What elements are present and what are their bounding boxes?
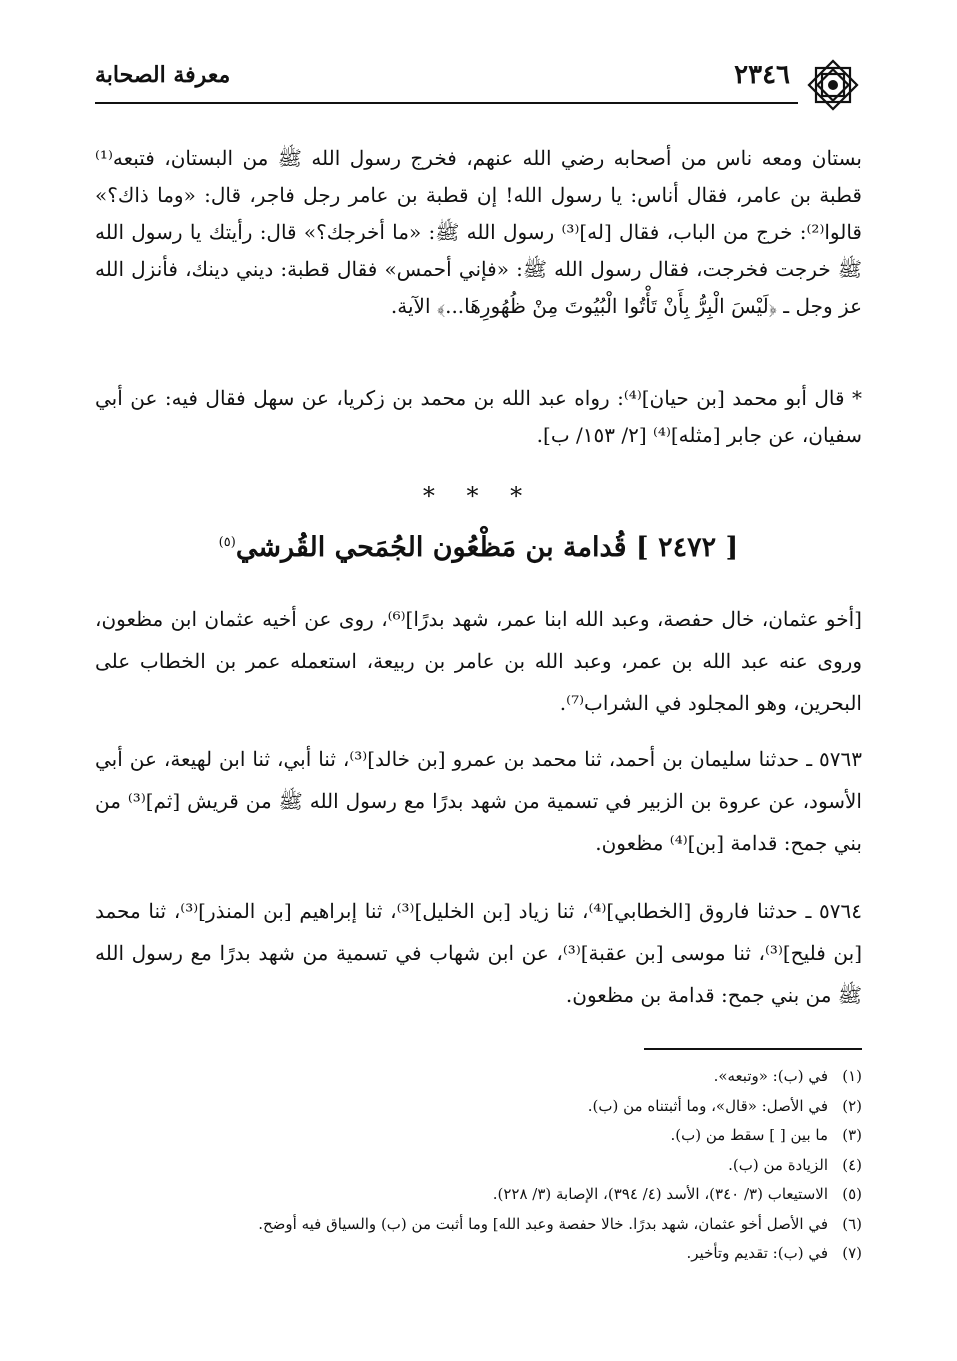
paragraph-hadith-5763 [95,738,862,864]
footnote-item [95,1151,862,1181]
footnote-item [95,1210,862,1240]
footnote-number: (٧) [842,1244,862,1262]
entry-heading-text: [ ٢٤٧٢ ] قُدامة بن مَظْعُون الجُمَحي القُرشي [235,532,739,563]
entry-footnote-mark: (٥) [218,535,236,550]
paragraph-abu-muhammad-note [95,380,862,454]
footnote-item [95,1180,862,1210]
paragraph-text: [أخو عثمان، خال حفصة، وعبد الله ابنا عمر، شهد بدرًا]⁽⁶⁾، روى عن أخيه عثمان ابن مظعون، وروى عنه عبد الله بن عمر، وعبد الله بن عامر بن ربيعة، استعمله عمر بن الخطاب على البحرين، وهو المجلود في الشراب⁽⁷⁾. [95,607,862,715]
paragraph-hadith-5764 [95,890,862,1016]
paragraph-text: ٥٧٦٣ ـ حدثنا سليمان بن أحمد، ثنا محمد بن عمرو [بن خالد]⁽³⁾، ثنا أبي، ثنا ابن لهيعة، عن أبي الأسود، عن عروة بن الزبير في تسمية من شهد بدرًا مع رسول الله ﷺ من قريش [ثم]⁽³⁾ من بني جمح: قدامة [بن]⁽⁴⁾ مظعون. [95,747,862,855]
footnote-number: (١) [842,1067,862,1085]
header-rule [95,102,798,104]
running-title: معرفة الصحابة [95,62,231,88]
paragraph-text: بستان ومعه ناس من أصحابه رضي الله عنهم، فخرج رسول الله ﷺ من البستان، فتبعه⁽¹⁾ قطبة بن عامر، فقال أناس: يا رسول الله! إن قطبة بن عامر رجل فاجر، قال: «وما ذاك؟» قالوا⁽²⁾: خرج من الباب، فقال [له]⁽³⁾ رسول الله ﷺ: «ما أخرجك؟» قال: رأيتك يا رسول الله ﷺ خرجت فخرجت، فقال رسول الله ﷺ: «فإني أحمس» فقال قطبة: ديني دينك، فأنزل الله عز وجل ـ ﴿لَيْسَ الْبِرُّ بِأَنْ تَأْتُوا الْبُيُوتَ مِنْ ظُهُورِهَا...﴾ الآية. [95,146,862,318]
footnote-number: (٦) [842,1214,862,1233]
paragraph-text: * قال أبو محمد [بن حيان]⁽⁴⁾: رواه عبد الله بن محمد بن زكريا، عن سهل فقال فيه: عن أبي سفيان، عن جابر [مثله]⁽⁴⁾ [٢/ ١٥٣/ ب]. [95,386,863,447]
paragraph-entry-biography [95,598,862,724]
paragraph-hadith-continuation [95,140,862,325]
footnote-text: في الأصل: «قال»، وما أثبتناه من (ب). [587,1096,828,1115]
page-header [95,56,862,116]
footnote-number: (٥) [842,1185,862,1203]
footnote-text: في الأصل أخو عثمان، شهد بدرًا. خالا حفصة وعبد الله] وما أثبت من (ب) والسياق فيه أوضح. [258,1214,828,1233]
footnote-text: في (ب): تقديم وتأخير. [686,1244,828,1262]
section-separator: * * * [422,482,535,510]
footnote-item [95,1121,862,1151]
page-number: ٢٣٤٦ [734,60,790,90]
footnotes-list [95,1062,862,1269]
footnote-item [95,1239,862,1269]
entry-heading [95,532,862,563]
footnote-number: (٢) [842,1096,862,1115]
footnote-text: ما بين [ ] سقط من (ب). [670,1126,828,1144]
footnote-text: الاستيعاب (٣/ ٣٤٠)، الأسد (٤/ ٣٩٤)، الإصابة (٣/ ٢٢٨). [492,1185,828,1203]
footnote-rule [644,1048,862,1050]
footnote-text: في (ب): «وتبعه». [713,1067,828,1085]
footnote-number: (٤) [842,1155,862,1174]
footnote-number: (٣) [842,1126,862,1144]
octagram-ornament-icon [804,56,862,114]
footnote-item [95,1092,862,1122]
footnote-item [95,1062,862,1092]
footnote-text: الزيادة من (ب). [728,1155,828,1174]
paragraph-text: ٥٧٦٤ ـ حدثنا فاروق [الخطابي]⁽⁴⁾، ثنا زياد [بن الخليل]⁽³⁾، ثنا إبراهيم [بن المنذر]⁽³⁾، ثنا محمد [بن فليح]⁽³⁾، ثنا موسى [بن عقبة]⁽³⁾، عن ابن شهاب في تسمية من شهد بدرًا مع رسول الله ﷺ من بني جمح: قدامة بن مظعون. [95,899,863,1007]
